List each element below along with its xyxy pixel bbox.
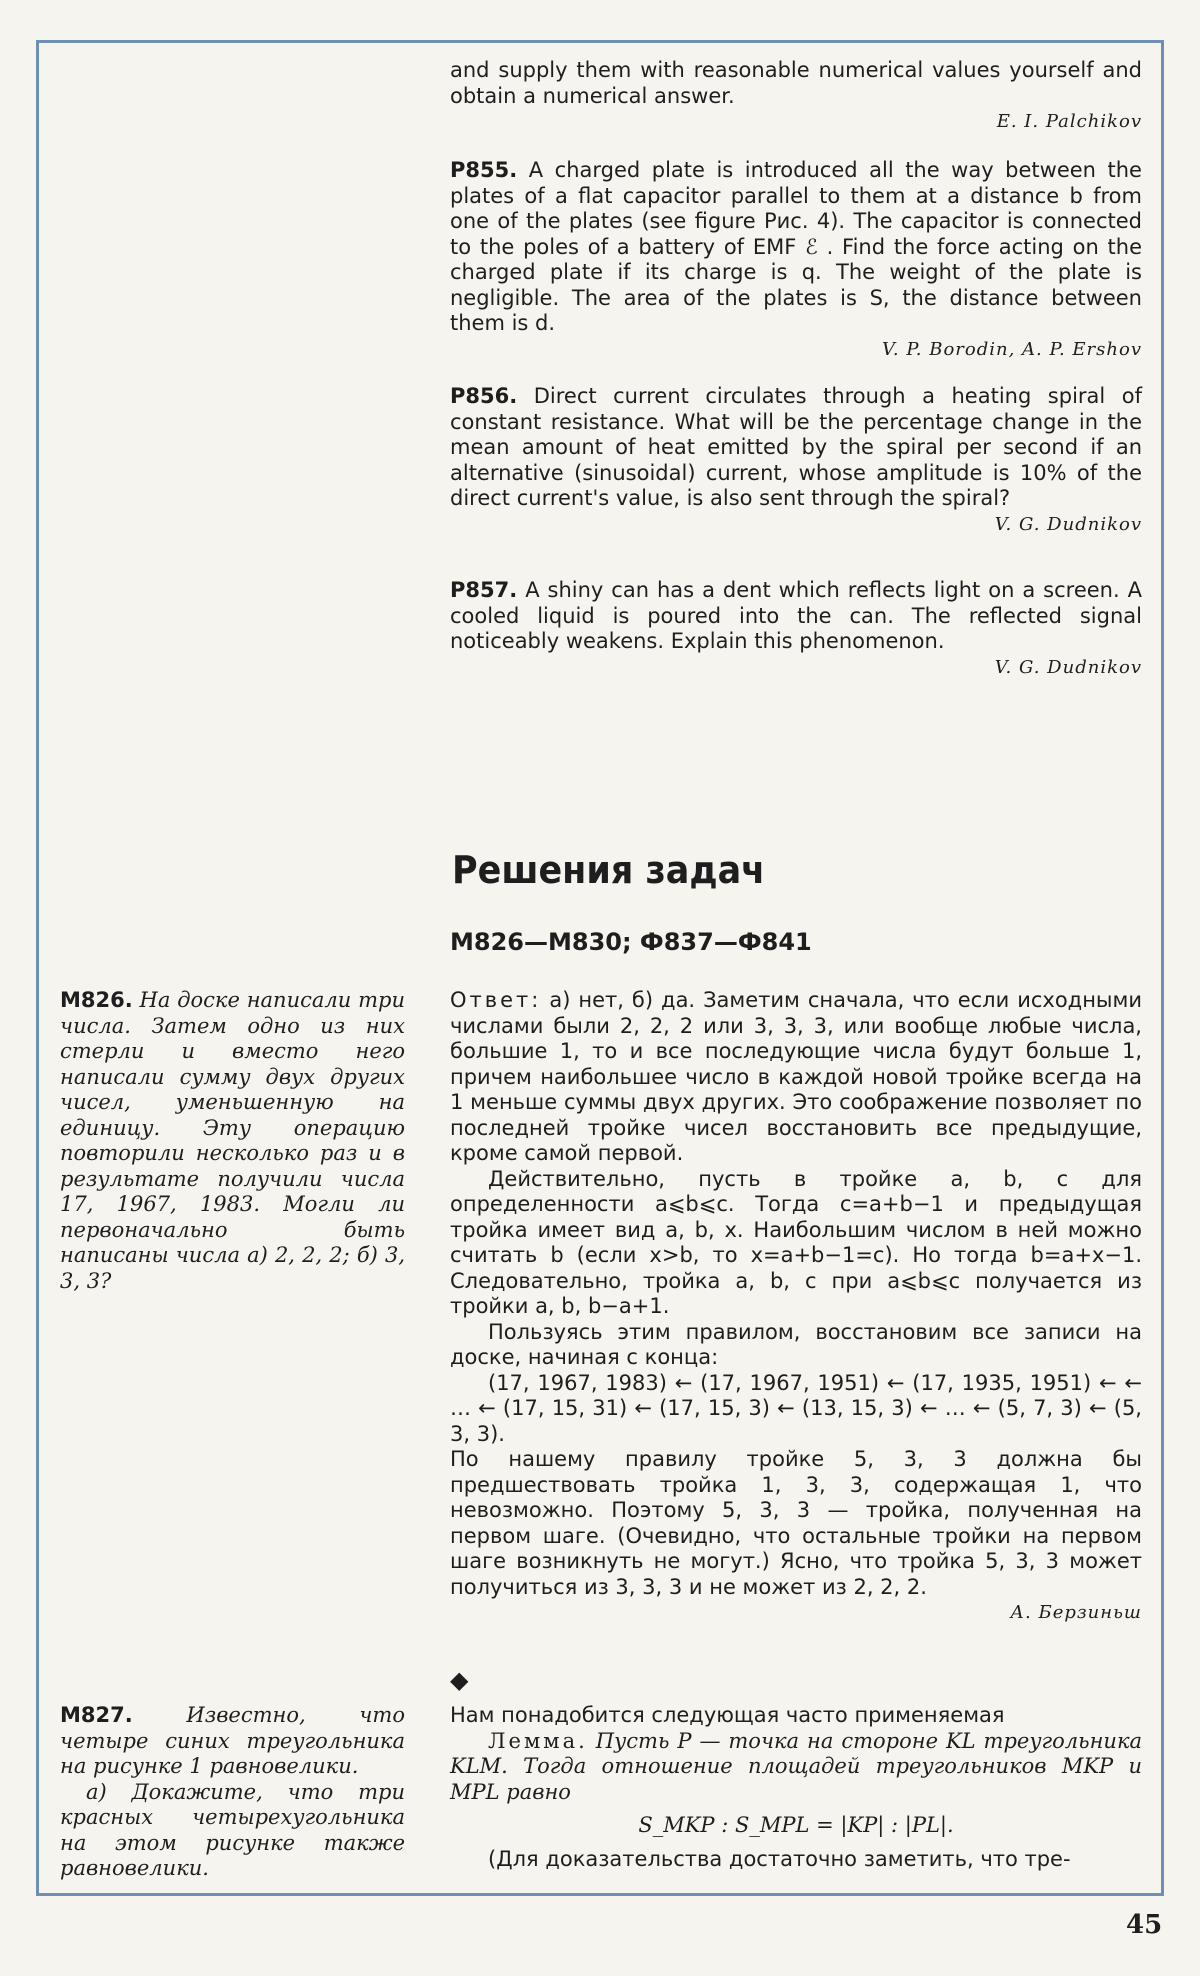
p855-id: P855. (450, 158, 518, 182)
m827-intro: Нам понадобится следующая часто применяемая (450, 1703, 1005, 1727)
m826-solution (450, 988, 1142, 1623)
section-title: Решения задач (452, 848, 766, 892)
p857-text: A shiny can has a dent which reflects light on a screen. A cooled liquid is poured into the can. The reflected signal noticeably weakens. Explain this phenomenon. (450, 578, 1142, 653)
m826-id: M826. (60, 988, 133, 1012)
continued-text: and supply them with reasonable numerical values yourself and obtain a numerical answer. (450, 58, 1142, 108)
p855-text: A charged plate is introduced all the way between the plates of a flat capacitor parallel to them at a distance b from one of the plates (see figure Рис. 4). The capacitor is connected to the poles of a battery of EMF ℰ . Find the force acting on the charged plate if its charge is q. The weight of the plate is negligible. The area of the plates is S, the distance between them is d. (450, 158, 1142, 335)
answer-label: Ответ: (450, 988, 542, 1012)
p857-author: V. G. Dudnikov (994, 656, 1142, 678)
p855-author: V. P. Borodin, A. P. Ershov (882, 338, 1142, 360)
page-number: 45 (1126, 1910, 1163, 1940)
p856-body (450, 384, 1142, 512)
m826-author: А. Берзиньш (1010, 1602, 1142, 1623)
p856-author: V. G. Dudnikov (994, 513, 1142, 535)
section-subtitle: М826—М830; Ф837—Ф841 (450, 928, 812, 956)
m826-problem (60, 988, 405, 1294)
m826-problem-text (60, 988, 405, 1294)
author-palchikov: E. I. Palchikov (996, 111, 1142, 132)
m827-id: M827. (60, 1703, 133, 1727)
lemma-text: Пусть P — точка на стороне KL треугольника KLM. Тогда отношение площадей треугольников MKP и MPL равно (450, 1728, 1142, 1804)
answer-text: а) нет, б) да. Заметим сначала, что если исходными числами были 2, 2, 2 или 3, 3, 3, или вообще любые числа, большие 1, то и все последующие числа будут больше 1, причем наибольшее число в каждой новой тройке всегда на 1 меньше суммы двух других. Это соображение позволяет по последней тройке чисел восстановить все предыдущие, кроме самой первой. (450, 988, 1142, 1165)
m826-para3: Пользуясь этим правилом, восстановим все записи на доске, начиная с конца: (450, 1319, 1142, 1369)
m827-solution (450, 1703, 1142, 1872)
problem-p857 (450, 578, 1142, 678)
p856-text: Direct current circulates through a heating spiral of constant resistance. What will be the percentage change in the mean amount of heat emitted by the spiral per second if an alternative (sinusoidal) current, whose amplitude is 10% of the direct current's value, is also sent through the spiral? (450, 384, 1142, 510)
m826-chain: (17, 1967, 1983) ← (17, 1967, 1951) ← (17, 1935, 1951) ← ← … ← (17, 15, 31) ← (17, 15, 3) ← (13, 15, 3) ← … ← (5, 7, 3) ← (5, 3, 3). (450, 1370, 1142, 1446)
p857-body (450, 578, 1142, 655)
separator-diamond-icon: ◆ (450, 1666, 469, 1694)
m827-part-a: а) Докажите, что три красных четырехугольника на этом рисунке также равновелики. (60, 1779, 405, 1880)
m826-statement: На доске написали три числа. Затем одно из них стерли и вместо него написали сумму двух других чисел, уменьшенную на единицу. Эту операцию повторили несколько раз и в результате получили числа 17, 1967, 1983. Могли ли первоначально быть написаны числа а) 2, 2, 2; б) 3, 3, 3? (60, 988, 405, 1293)
p855-body (450, 158, 1142, 337)
m827-lemma (450, 1729, 1142, 1806)
physics-problems (450, 58, 1142, 132)
m826-para2: Действительно, пусть в тройке a, b, c для определенности a⩽b⩽c. Тогда c=a+b−1 и предыдущая тройка имеет вид a, b, x. Наибольшим числом в ней можно считать b (если x>b, то x=a+b−1=c). Но тогда b=a+x−1. Следовательно, тройка a, b, c при a⩽b⩽c получается из тройки a, b, b−a+1. (450, 1166, 1142, 1318)
p856-id: P856. (450, 384, 518, 408)
lemma-formula: S_MKP : S_MPL = |KP| : |PL|. (638, 1813, 954, 1837)
m827-proof-start: (Для доказательства достаточно заметить, что тре- (488, 1846, 1071, 1871)
m827-problem-text (60, 1703, 405, 1780)
m826-para4: По нашему правилу тройке 5, 3, 3 должна бы предшествовать тройка 1, 3, 3, содержащая 1, что невозможно. Поэтому 5, 3, 3 — тройка, полученная на первом шаге. (Очевидно, что остальные тройки на первом шаге возникнуть не могут.) Ясно, что тройка 5, 3, 3 может получиться из 3, 3, 3 и не может из 2, 2, 2. (450, 1447, 1142, 1599)
problem-p855 (450, 158, 1142, 360)
lemma-label: Лемма. (488, 1728, 588, 1753)
p857-id: P857. (450, 578, 518, 602)
m826-answer (450, 988, 1142, 1167)
m827-problem (60, 1703, 405, 1882)
problem-p856 (450, 384, 1142, 535)
m827-statement: Известно, что четыре синих треугольника на рисунке 1 равновелики. (60, 1703, 405, 1778)
